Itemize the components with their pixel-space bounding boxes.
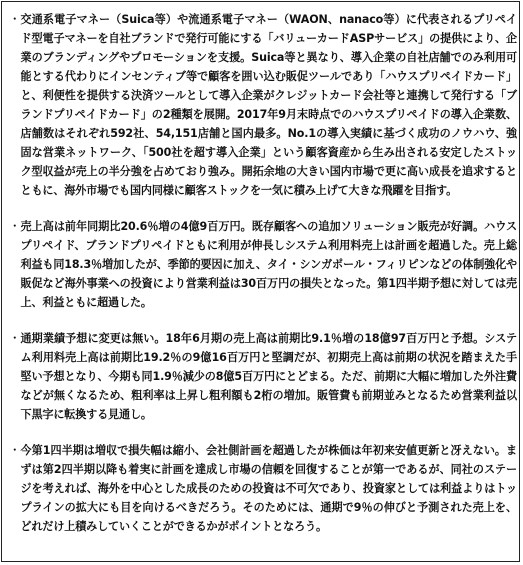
- paragraph-outlook: [9, 441, 517, 536]
- bullet-marker: ・: [9, 443, 21, 457]
- bullet-marker: ・: [9, 219, 21, 233]
- summary-content: [9, 10, 517, 553]
- paragraph-q1-results: [9, 217, 517, 312]
- bullet-marker: ・: [9, 331, 21, 345]
- paragraph-text: 売上高は前年同期比20.6％増の4億9百万円。既存顧客への追加ソリューション販売が好調。ハウスプリペイド、ブランドプリペイドともに利用が伸長しシステム利用料売上は計画を超過した。売上総利益も同18.3％増加したが、季節的要因に加え、タイ・シンガポール・フィリピンなどの体制強化や販促など海外事業への投資により営業利益は30百万円の損失となった。第1四半期予想に対しては売上、利益ともに超過した。: [20, 220, 517, 309]
- bullet-marker: ・: [9, 12, 21, 26]
- paragraph-text: 通期業績予想に変更は無い。18年6月期の売上高は前期比9.1％増の18億97百万円と予想。システム利用料売上高は前期比19.2％の9億16百万円と堅調だが、初期売上高は前期の状況を踏まえた手堅い予想となり、今期も同1.9％減少の8億5百万円にとどまる。ただ、前期に大幅に増加した外注費などが無くなるため、粗利率は上昇し粗利額も2桁の増加。販管費も前期並みとなるため営業利益以下黒字に転換する見通し。: [20, 332, 517, 421]
- paragraph-business-overview: [9, 10, 517, 200]
- paragraph-full-year-forecast: [9, 329, 517, 424]
- paragraph-text: 交通系電子マネー（Suica等）や流通系電子マネー（WAON、nanaco等）に代表されるプリペイド型電子マネーを自社ブランドで発行可能にする「バリューカードASPサービス」の提供により、企業のブランディングやプロモーションを支援。Suica等と異なり、導入企業の自社店舗でのみ利用可能とする代わりにインセンティブ等で顧客を囲い込む販促ツールであり「ハウスプリペイドカード」と、利便性を提供する決済ツールとして導入企業がクレジットカード会社等と連携して発行する「ブランドプリペイドカード」の2種類を展開。2017年9月末時点でのハウスプリペイドの導入企業数、店舗数はそれぞれ592社、54,151店舗と国内最多。No.1の導入実績に基づく成功のノウハウ、強固な営業ネットワーク、「500社を超す導入企業」という顧客資産から生み出される安定したストック型収益が売上の半分強を占めており強み。開拓余地の大きい国内市場で更に高い成長を追求するとともに、海外市場でも国内同様に顧客ストックを一気に積み上げて大きな飛躍を目指す。: [20, 13, 517, 197]
- summary-box: [1, 1, 520, 562]
- paragraph-text: 今第1四半期は増収で損失幅は縮小、会社側計画を超過したが株価は年初来安値更新と冴えない。まずは第2四半期以降も着実に計画を達成し市場の信頼を回復することが第一であるが、同社のステージを考えれば、海外を中心とした成長のための投資は不可欠であり、投資家としては利益よりはトップラインの拡大にも目を向けるべきだろう。そのためには、通期で9％の伸びと予測された売上を、どれだけ上積みしていくことができるかがポイントとなろう。: [20, 444, 517, 533]
